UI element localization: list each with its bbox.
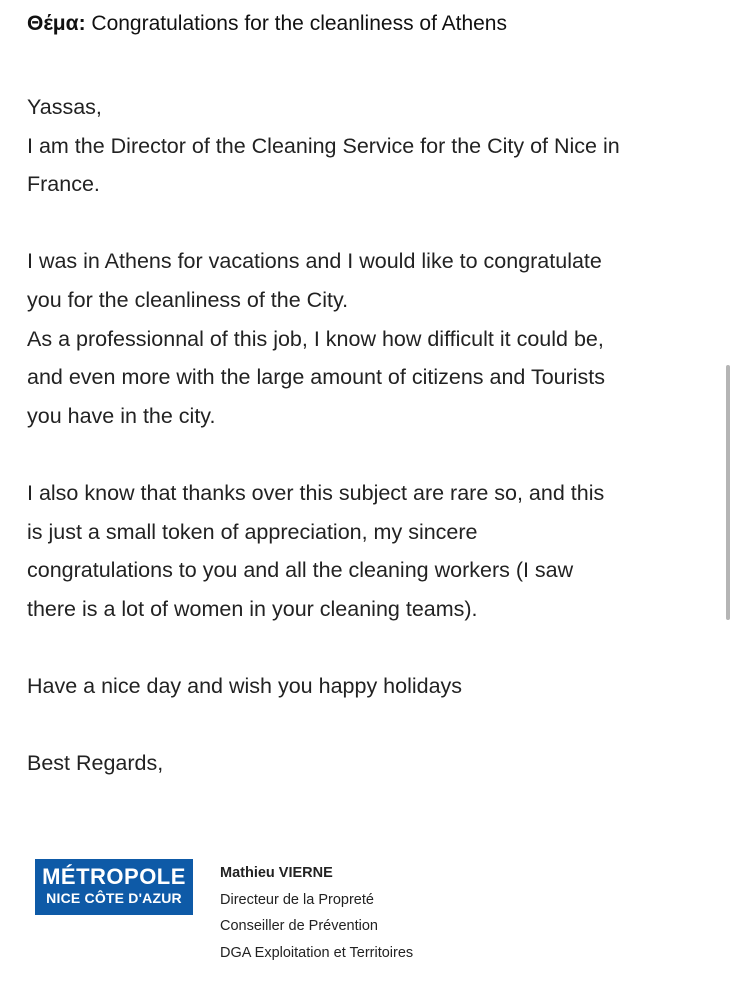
signature-title: DGA Exploitation et Territoires — [220, 945, 414, 962]
text-line: Yassas, — [27, 95, 102, 119]
paragraph — [27, 474, 620, 628]
paragraph — [27, 667, 620, 706]
paragraph-gap — [27, 204, 620, 243]
text-line: I was in Athens for vacations and I would like to congratulate — [27, 249, 602, 274]
text-line: I also know that thanks over this subject are rare so, and this — [27, 480, 605, 505]
text-line: and even more with the large amount of citizens and Tourists — [27, 365, 606, 390]
text-line: you have in the city. — [27, 403, 216, 428]
logo-line-1: MÉTROPOLE — [42, 864, 186, 889]
text-line: congratulations to you and all the cleaning workers (I saw — [27, 558, 574, 583]
email-body — [27, 88, 620, 783]
text-line: Have a nice day and wish you happy holidays — [27, 673, 463, 698]
paragraph-gap — [27, 628, 620, 667]
text-line: is just a small token of appreciation, my sincere — [27, 519, 478, 544]
signature-title: Directeur de la Propreté — [220, 891, 374, 908]
subject-label: Θέμα: — [27, 12, 86, 35]
paragraph-gap — [27, 435, 620, 474]
text-line: Best Regards, — [27, 751, 164, 776]
paragraph — [27, 744, 620, 783]
text-line: As a professionnal of this job, I know how difficult it could be, — [27, 326, 604, 351]
signature-title: Conseiller de Prévention — [220, 918, 378, 935]
metropole-logo — [35, 859, 193, 915]
text-line: you for the cleanliness of the City. — [27, 287, 349, 312]
logo-line-2: NICE CÔTE D'AZUR — [46, 890, 182, 906]
scrollbar[interactable] — [726, 365, 730, 620]
text-line: France. — [27, 172, 100, 197]
paragraph-gap — [27, 706, 620, 745]
signature-block — [220, 860, 413, 967]
text-line: I am the Director of the Cleaning Service for the City of Nice in — [27, 133, 620, 158]
signature-name: Mathieu VIERNE — [220, 865, 333, 881]
paragraph — [27, 88, 620, 204]
subject-text: Congratulations for the cleanliness of Athens — [85, 12, 507, 35]
email-subject — [27, 10, 507, 38]
paragraph — [27, 242, 620, 435]
text-line: there is a lot of women in your cleaning teams). — [27, 596, 478, 621]
